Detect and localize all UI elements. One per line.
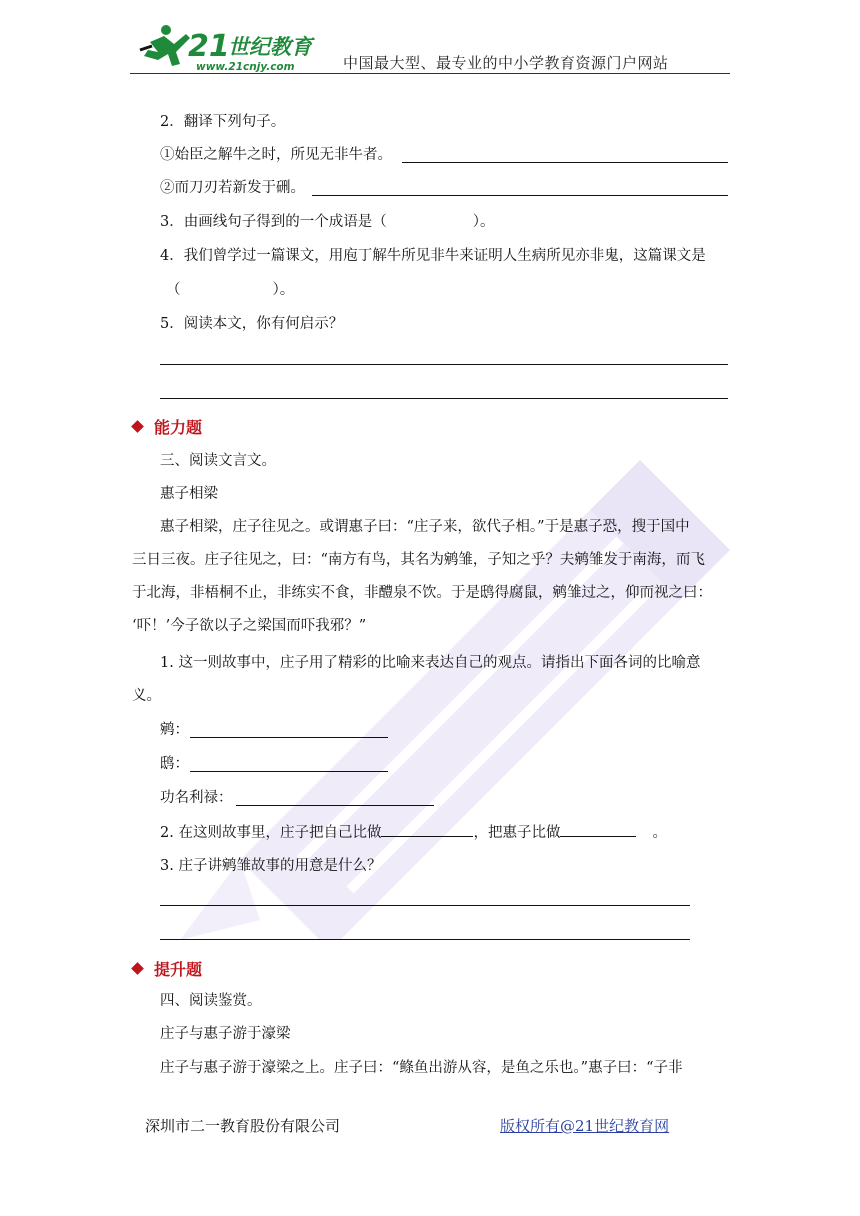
passage-line: 惠子相梁，庄子往见之。或谓惠子曰：“庄子来，欲代子相。”于是惠子恐，搜于国中 — [160, 519, 690, 535]
passage-title-haoliang: 庄子与惠子游于濠梁 — [160, 1026, 291, 1042]
answer-line-ability-3-2[interactable] — [160, 939, 690, 940]
section-title-advance — [133, 957, 202, 980]
section-title-ability-label: 能力题 — [154, 418, 203, 437]
section-ability-heading: 三、阅读文言文。 — [160, 453, 276, 469]
header-slogan: 中国最大型、最专业的中小学教育资源门户网站 — [343, 54, 669, 72]
question-2-title: 2．翻译下列句子。 — [160, 114, 286, 130]
answer-line-5-2[interactable] — [160, 398, 728, 399]
answer-line-yuan[interactable] — [190, 737, 388, 738]
svg-text:www.21cnjy.com: www.21cnjy.com — [196, 61, 295, 73]
label-yuan: 鹓： — [160, 722, 189, 738]
svg-text:世纪教育: 世纪教育 — [228, 35, 312, 59]
passage-title-huizi: 惠子相梁 — [160, 486, 218, 502]
answer-line-2-1[interactable] — [402, 162, 728, 163]
passage-line-haoliang: 庄子与惠子游于濠梁之上。庄子曰：“鲦鱼出游从容，是鱼之乐也。”惠子曰：“子非 — [160, 1060, 683, 1076]
ability-question-1-line1: 1. 这一则故事中，庄子用了精彩的比喻来表达自己的观点。请指出下面各词的比喻意 — [160, 655, 701, 671]
passage-line: ‘吓！’今子欲以子之梁国而吓我邪？” — [132, 618, 367, 634]
section-title-ability — [133, 415, 202, 438]
answer-blank-self[interactable] — [381, 822, 473, 837]
question-4-line2 — [166, 280, 294, 300]
question-3-prefix: 3．由画线句子得到的一个成语是（ — [160, 214, 387, 230]
answer-line-2-2[interactable] — [312, 195, 728, 196]
question-2-2: ②而刀刃若新发于硎。 — [160, 180, 305, 196]
label-gongming: 功名利禄： — [160, 790, 233, 806]
question-4-suffix: ）。 — [272, 282, 295, 298]
question-5: 5．阅读本文，你有何启示？ — [160, 316, 344, 332]
question-3 — [160, 212, 494, 232]
ability-question-2-part-b: ，把惠子比做 — [473, 825, 561, 841]
answer-line-chi[interactable] — [190, 771, 388, 772]
question-4-line1: 4．我们曾学过一篇课文，用庖丁解牛所见非牛来证明人生病所见亦非鬼，这篇课文是 — [160, 248, 706, 264]
answer-line-gongming[interactable] — [236, 805, 434, 806]
diamond-bullet-icon — [131, 420, 144, 433]
answer-line-5-1[interactable] — [160, 364, 728, 365]
passage-line: 三日三夜。庄子往见之，曰：“南方有鸟，其名为鹓雏，子知之乎？夫鹓雏发于南海，而飞 — [132, 552, 705, 568]
question-4-open-paren: （ — [166, 282, 181, 298]
page-header — [130, 20, 730, 76]
ability-question-2 — [160, 822, 667, 843]
ability-question-2-part-c: 。 — [652, 825, 667, 841]
header-divider — [130, 73, 730, 74]
label-chi: 鸱： — [160, 756, 189, 772]
answer-line-ability-3-1[interactable] — [160, 905, 690, 906]
svg-text:21: 21 — [188, 29, 230, 64]
footer-company: 深圳市二一教育股份有限公司 — [145, 1117, 341, 1135]
footer-copyright-link[interactable]: 版权所有@21世纪教育网 — [500, 1117, 670, 1135]
question-3-suffix: ）。 — [472, 214, 495, 230]
ability-question-2-part-a: 2. 在这则故事里，庄子把自己比做 — [160, 825, 382, 841]
21cnjy-logo[interactable] — [130, 20, 330, 74]
diamond-bullet-icon — [131, 962, 144, 975]
question-2-1: ①始臣之解牛之时，所见无非牛者。 — [160, 147, 392, 163]
section-title-advance-label: 提升题 — [154, 960, 203, 979]
ability-question-3: 3. 庄子讲鹓雏故事的用意是什么？ — [160, 858, 382, 874]
answer-blank-huizi[interactable] — [560, 822, 636, 837]
ability-question-1-line2: 义。 — [132, 688, 161, 704]
passage-line: 于北海，非梧桐不止，非练实不食，非醴泉不饮。于是鸱得腐鼠，鹓雏过之，仰而视之曰： — [132, 585, 712, 601]
section-advance-heading: 四、阅读鉴赏。 — [160, 993, 262, 1009]
